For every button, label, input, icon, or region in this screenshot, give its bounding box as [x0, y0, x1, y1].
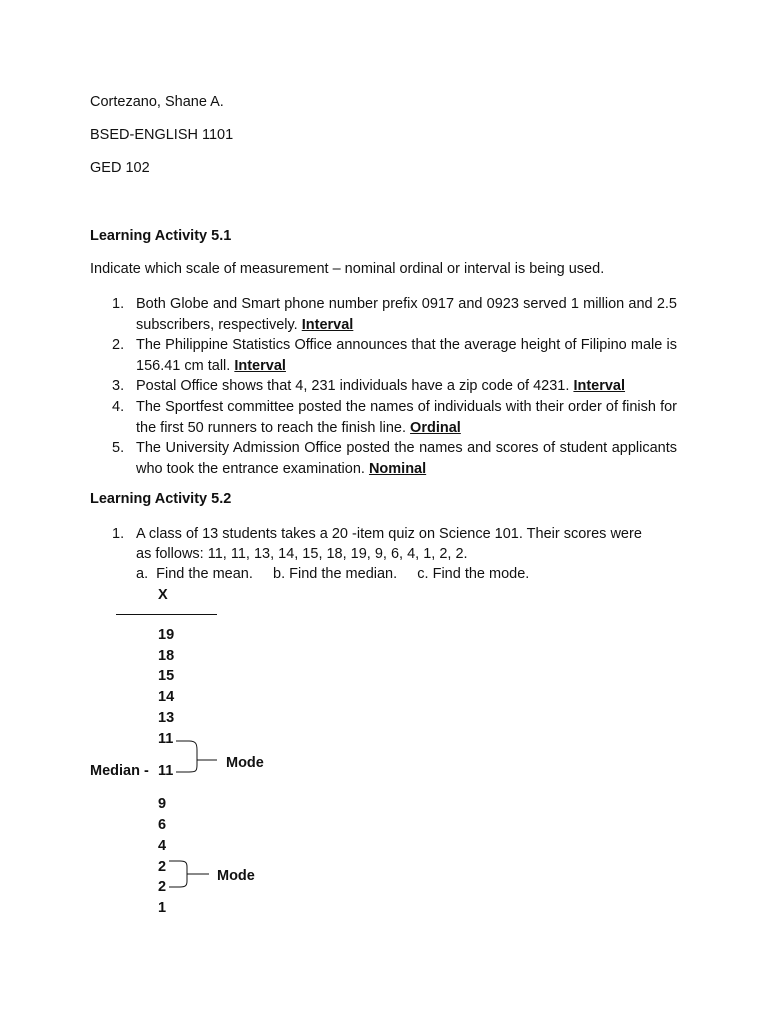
- item-answer: Interval: [573, 378, 626, 394]
- value-2-a: 2: [158, 859, 167, 875]
- student-name: Cortezano, Shane A.: [90, 94, 224, 110]
- mode-label: Mode: [217, 868, 255, 884]
- item-answer: Interval: [234, 357, 286, 374]
- value-9: 9: [158, 796, 167, 812]
- item-number: 4.: [112, 399, 125, 415]
- subject-code: GED 102: [90, 160, 150, 176]
- median-label: Median -: [90, 763, 149, 779]
- value-13: 13: [158, 710, 175, 726]
- item-number: 2.: [112, 337, 125, 353]
- value-2-b: 2: [158, 879, 167, 895]
- x-column-header: X: [158, 587, 168, 603]
- mode-label: Mode: [226, 755, 264, 771]
- value-6: 6: [158, 817, 167, 833]
- item-text: Both Globe and Smart phone number prefix 0917 and 0923 served 1 million and 2.5 subscribers, respectively. Interval: [136, 296, 677, 333]
- bracket-icon: [176, 741, 217, 772]
- item-number: 1.: [112, 296, 125, 312]
- value-15: 15: [158, 668, 175, 684]
- item-answer: Ordinal: [410, 419, 461, 436]
- course-code: BSED-ENGLISH 1101: [90, 127, 234, 143]
- question-text-line-1: A class of 13 students takes a 20 -item quiz on Science 101. Their scores were: [136, 526, 642, 542]
- value-14: 14: [158, 689, 175, 705]
- item-number: 3.: [112, 378, 125, 394]
- item-answer: Interval: [301, 316, 354, 333]
- bracket-icon: [169, 861, 209, 887]
- value-4: 4: [158, 838, 167, 854]
- item-text: Postal Office shows that 4, 231 individuals have a zip code of 4231. Interval: [136, 378, 626, 394]
- value-1: 1: [158, 900, 167, 916]
- activity-5-2-title: Learning Activity 5.2: [90, 491, 232, 507]
- item-answer: Nominal: [368, 460, 427, 477]
- activity-5-1-title: Learning Activity 5.1: [90, 228, 232, 244]
- value-11-a: 11: [158, 731, 174, 747]
- item-text: The Philippine Statistics Office announces that the average height of Filipino male is 156.41 cm tall. Interval: [136, 337, 677, 374]
- value-18: 18: [158, 648, 175, 664]
- question-text-line-2: as follows: 11, 11, 13, 14, 15, 18, 19, 9, 6, 4, 1, 2, 2.: [136, 546, 468, 562]
- value-19: 19: [158, 627, 175, 643]
- question-number: 1.: [112, 526, 125, 542]
- item-text: The Sportfest committee posted the names of individuals with their order of finish for the first 50 runners to reach the finish line. Ordinal: [136, 399, 677, 436]
- activity-5-1-instruction: Indicate which scale of measurement – nominal ordinal or interval is being used.: [90, 261, 605, 277]
- value-11-b: 11: [158, 763, 174, 779]
- item-text: The University Admission Office posted the names and scores of student applicants who took the entrance examination. Nominal: [136, 440, 677, 477]
- question-tasks: a. Find the mean. b. Find the median. c. Find the mode.: [136, 566, 530, 582]
- item-number: 5.: [112, 440, 125, 456]
